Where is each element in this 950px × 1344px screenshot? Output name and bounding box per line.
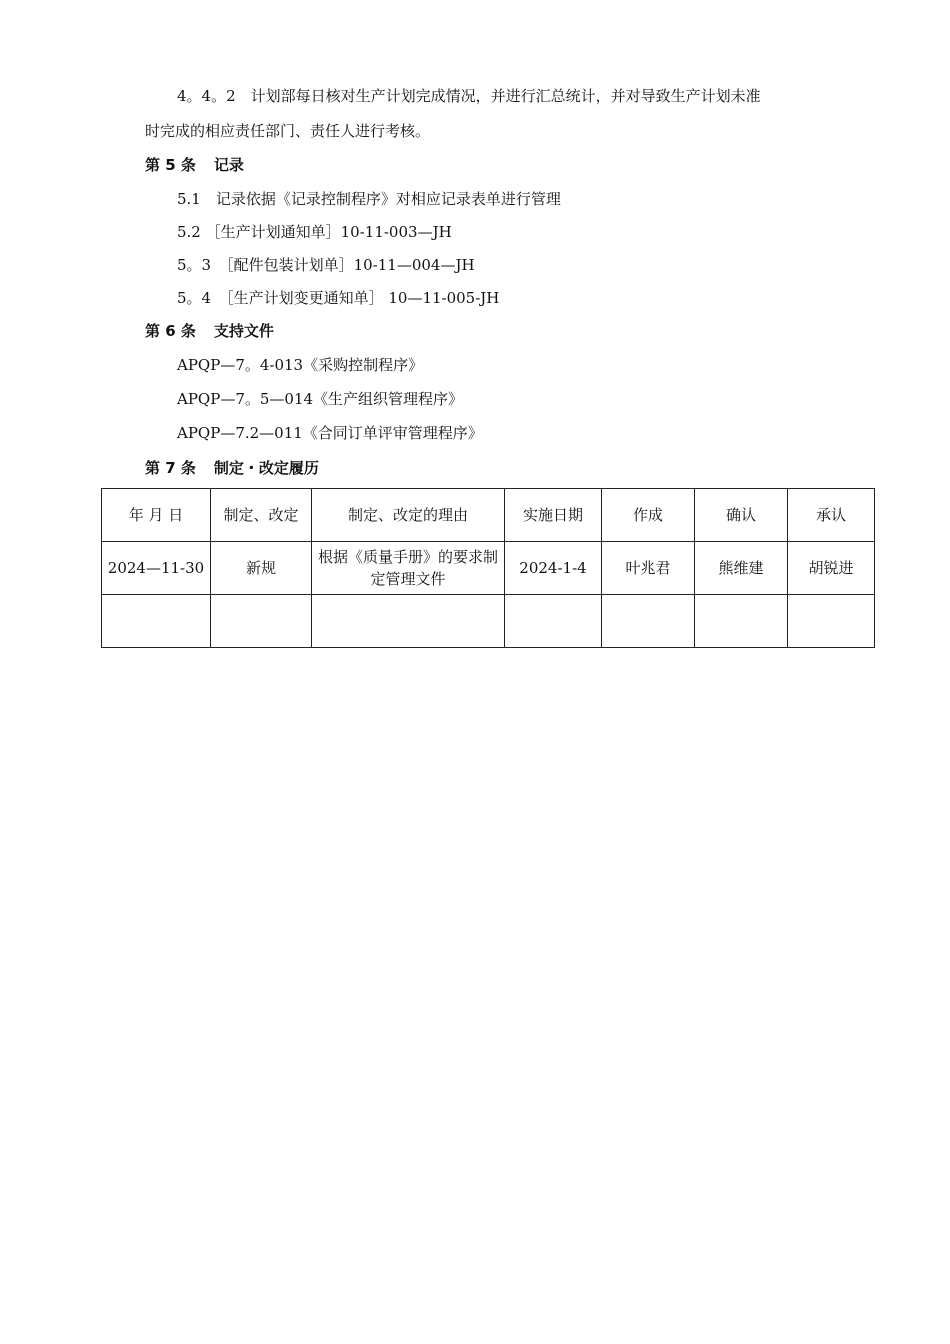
section-7-heading [145,458,319,478]
section-5-number: 第 5 条 [145,156,196,174]
section-5-heading [145,155,244,175]
section-5-title: 记录 [213,156,244,174]
support-document-2: APQP—7。5—014《生产组织管理程序》 [177,390,464,408]
cell-effective-date [505,595,602,648]
table-row [102,542,875,595]
header-approver: 承认 [788,489,875,542]
support-document-3: APQP—7.2—011《合同订单评审管理程序》 [177,424,483,442]
cell-effective-date: 2024-1-4 [505,542,602,595]
cell-reason [312,595,505,648]
cell-date [102,595,211,648]
cell-author [602,595,695,648]
paragraph-4-4-2-line2: 时完成的相应责任部门、责任人进行考核。 [145,122,431,140]
paragraph-4-4-2-line1: 4。4。2 计划部每日核对生产计划完成情况，并进行汇总统计，并对导致生产计划未准 [177,87,761,105]
record-item-5-2: 5.2 ［生产计划通知单］10-11-003—JH [177,223,452,241]
section-6-title: 支持文件 [213,322,274,340]
header-effective-date: 实施日期 [505,489,602,542]
cell-reviewer: 熊维建 [695,542,788,595]
cell-reason: 根据《质量手册》的要求制定管理文件 [312,542,505,595]
record-item-5-3: 5。3 ［配件包装计划单］10-11—004—JH [177,256,475,274]
revision-history-table [101,488,875,648]
cell-approver [788,595,875,648]
cell-change-type: 新规 [211,542,312,595]
record-item-5-1: 5.1 记录依据《记录控制程序》对相应记录表单进行管理 [177,190,561,208]
header-date: 年 月 日 [102,489,211,542]
header-reviewer: 确认 [695,489,788,542]
cell-date: 2024—11-30 [102,542,211,595]
section-6-heading [145,321,274,341]
table-row [102,595,875,648]
support-document-1: APQP—7。4-013《采购控制程序》 [177,356,424,374]
section-7-title: 制定・改定履历 [213,459,319,477]
table-header-row [102,489,875,542]
cell-reviewer [695,595,788,648]
header-change-type: 制定、改定 [211,489,312,542]
header-author: 作成 [602,489,695,542]
section-7-number: 第 7 条 [145,459,196,477]
cell-author: 叶兆君 [602,542,695,595]
section-6-number: 第 6 条 [145,322,196,340]
cell-approver: 胡锐进 [788,542,875,595]
cell-change-type [211,595,312,648]
record-item-5-4: 5。4 ［生产计划变更通知单］ 10—11-005-JH [177,289,500,307]
header-reason: 制定、改定的理由 [312,489,505,542]
